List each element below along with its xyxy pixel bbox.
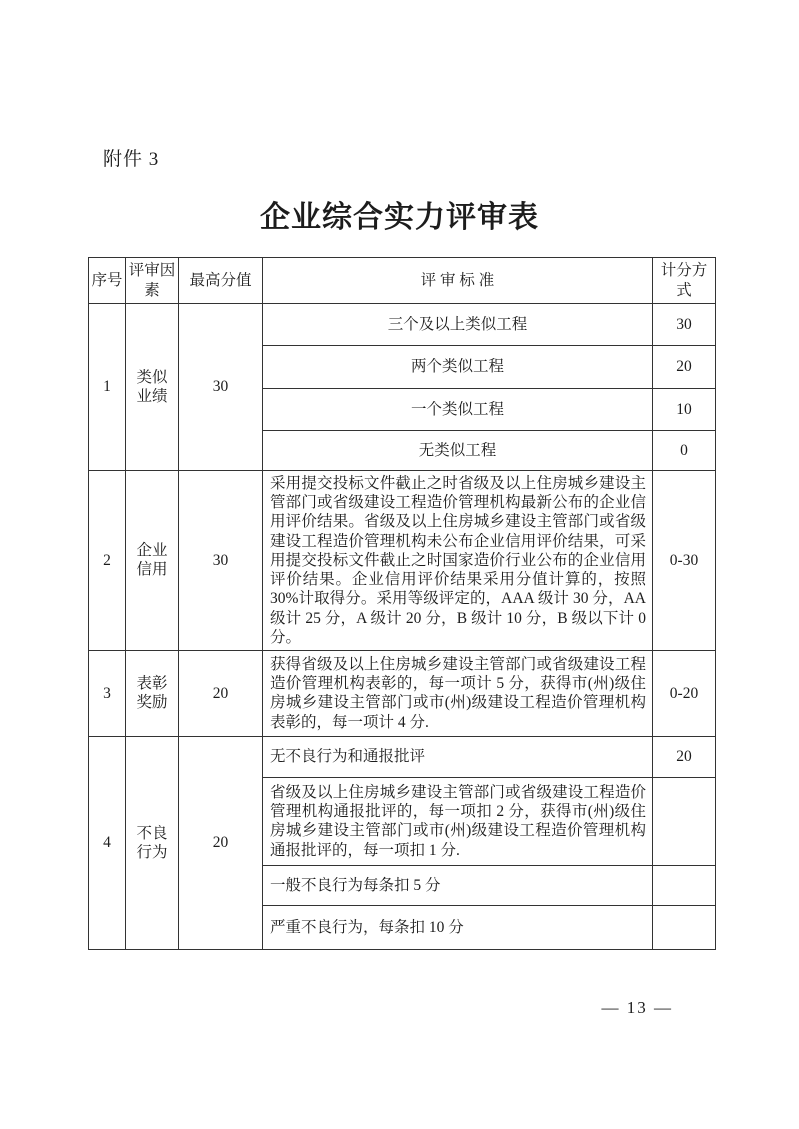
score-cell [653,777,716,865]
evaluation-table [88,257,716,950]
seq-cell-2: 2 [89,471,126,651]
score-cell: 0 [653,431,716,471]
criteria-cell: 严重不良行为，每条扣 10 分 [263,905,653,949]
score-cell: 20 [653,736,716,777]
seq-cell-1: 1 [89,304,126,471]
page-number: — 13 — [601,998,673,1017]
criteria-cell: 无类似工程 [263,431,653,471]
column-header-scoring: 计分方式 [653,258,716,304]
criteria-cell: 无不良行为和通报批评 [263,736,653,777]
max-score-cell-3: 20 [179,650,263,736]
criteria-cell: 两个类似工程 [263,346,653,389]
page-title: 企业综合实力评审表 [260,201,539,234]
score-cell: 30 [653,304,716,346]
factor-cell-3: 表彰奖励 [126,650,179,736]
criteria-cell: 一般不良行为每条扣 5 分 [263,865,653,905]
column-header-max-score: 最高分值 [179,258,263,304]
criteria-cell: 三个及以上类似工程 [263,304,653,346]
table-header-row [89,258,716,304]
score-cell: 0-20 [653,650,716,736]
factor-cell-2: 企业信用 [126,471,179,651]
score-cell: 10 [653,389,716,431]
table-row [89,471,716,651]
table-row [89,304,716,346]
criteria-cell: 一个类似工程 [263,389,653,431]
table-row [89,736,716,777]
factor-cell-4: 不良行为 [126,736,179,949]
criteria-cell: 采用提交投标文件截止之时省级及以上住房城乡建设主管部门或省级建设工程造价管理机构最新公布的企业信用评价结果。省级及以上住房城乡建设主管部门或省级建设工程造价管理机构未公布企业信用评价结果，可采用提交投标文件截止之时国家造价行业公布的企业信用评价结果。企业信用评价结果采用分值计算的，按照 30%计取得分。采用等级评定的，AAA 级计 30 分，AA 级计 25 分，A 级计 20 分，B 级计 10 分，B 级以下计 0 分。 [263,471,653,651]
column-header-seq: 序号 [89,258,126,304]
attachment-label: 附件 3 [103,149,160,170]
score-cell [653,905,716,949]
factor-cell-1: 类似业绩 [126,304,179,471]
column-header-factor: 评审因素 [126,258,179,304]
score-cell [653,865,716,905]
criteria-cell: 获得省级及以上住房城乡建设主管部门或省级建设工程造价管理机构表彰的，每一项计 5 分，获得市(州)级住房城乡建设主管部门或市(州)级建设工程造价管理机构表彰的，每一项计 4 分. [263,650,653,736]
seq-cell-4: 4 [89,736,126,949]
max-score-cell-2: 30 [179,471,263,651]
score-cell: 0-30 [653,471,716,651]
max-score-cell-1: 30 [179,304,263,471]
seq-cell-3: 3 [89,650,126,736]
max-score-cell-4: 20 [179,736,263,949]
table-row [89,650,716,736]
criteria-cell: 省级及以上住房城乡建设主管部门或省级建设工程造价管理机构通报批评的，每一项扣 2 分，获得市(州)级住房城乡建设主管部门或市(州)级建设工程造价管理机构通报批评的，每一项扣 1 分. [263,777,653,865]
score-cell: 20 [653,346,716,389]
column-header-criteria: 评 审 标 准 [263,258,653,304]
